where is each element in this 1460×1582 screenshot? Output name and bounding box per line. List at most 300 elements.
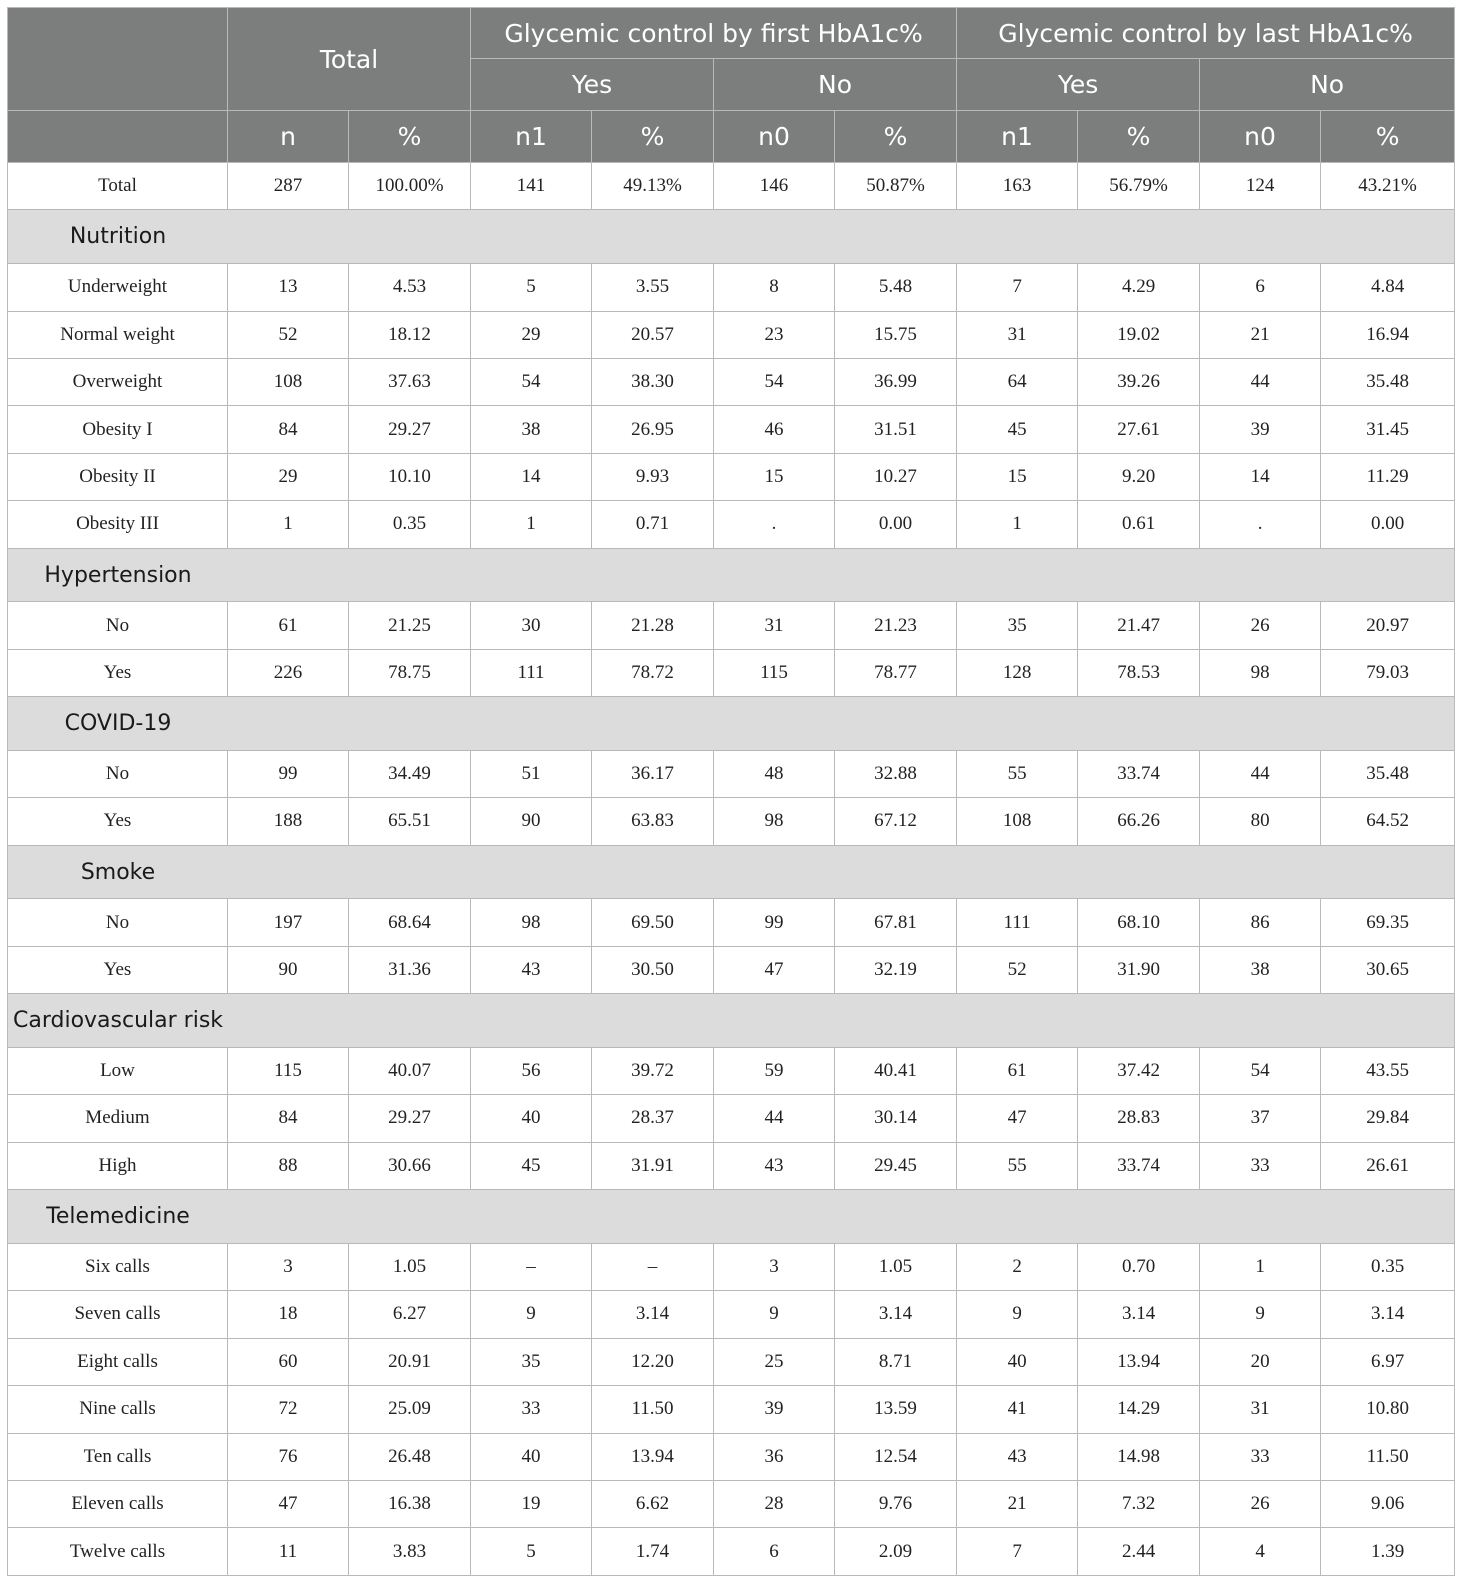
table-cell: 66.26 <box>1078 798 1200 845</box>
table-cell: 9 <box>1200 1291 1321 1338</box>
table-cell: 43.55 <box>1321 1047 1455 1094</box>
table-cell: 1 <box>957 501 1078 548</box>
table-cell: 10.27 <box>835 453 957 500</box>
table-cell: 18 <box>228 1291 349 1338</box>
table-cell: 9.06 <box>1321 1480 1455 1527</box>
table-cell: 84 <box>228 1095 349 1142</box>
table-cell: 44 <box>714 1095 835 1142</box>
table-cell: 14 <box>1200 453 1321 500</box>
table-cell: . <box>714 501 835 548</box>
table-cell: 98 <box>1200 649 1321 696</box>
table-cell: 37.63 <box>349 358 471 405</box>
table-cell: 9.20 <box>1078 453 1200 500</box>
header-last-no: No <box>1200 59 1455 111</box>
table-cell: 47 <box>228 1480 349 1527</box>
table-cell: 99 <box>228 750 349 797</box>
row-label: Medium <box>8 1095 228 1142</box>
table-cell: 1 <box>228 501 349 548</box>
table-cell: 11 <box>228 1528 349 1576</box>
header-corner <box>8 8 228 111</box>
table-cell: 30.50 <box>592 946 714 993</box>
table-cell: 111 <box>957 899 1078 946</box>
table-cell: 40 <box>471 1433 592 1480</box>
table-cell: 39.26 <box>1078 358 1200 405</box>
table-cell: 7 <box>957 264 1078 311</box>
table-cell: 9 <box>957 1291 1078 1338</box>
table-cell: 47 <box>714 946 835 993</box>
table-row <box>8 501 1455 548</box>
section-header <box>8 1190 1455 1244</box>
table-cell: 16.94 <box>1321 311 1455 358</box>
table-cell: 115 <box>228 1047 349 1094</box>
table-cell: – <box>592 1243 714 1290</box>
table-cell: 19.02 <box>1078 311 1200 358</box>
table-body <box>8 163 1455 1576</box>
table-cell: 26 <box>1200 1480 1321 1527</box>
table-cell: 43 <box>957 1433 1078 1480</box>
table-cell: 30.65 <box>1321 946 1455 993</box>
table-cell: 84 <box>228 406 349 453</box>
table-cell: 35 <box>957 602 1078 649</box>
table-cell: 29.27 <box>349 406 471 453</box>
table-row <box>8 1338 1455 1385</box>
data-table <box>7 7 1455 1576</box>
table-cell: 68.64 <box>349 899 471 946</box>
table-cell: 1.05 <box>835 1243 957 1290</box>
table-cell: 6.97 <box>1321 1338 1455 1385</box>
table-cell: 20.57 <box>592 311 714 358</box>
table-cell: 99 <box>714 899 835 946</box>
table-cell: 21.25 <box>349 602 471 649</box>
table-cell: 35.48 <box>1321 358 1455 405</box>
table-cell: 115 <box>714 649 835 696</box>
table-cell: 79.03 <box>1321 649 1455 696</box>
table-cell: 26.61 <box>1321 1142 1455 1189</box>
table-cell: 33 <box>471 1386 592 1433</box>
section-title: COVID-19 <box>64 711 172 736</box>
table-cell: 287 <box>228 163 349 210</box>
table-row <box>8 1142 1455 1189</box>
table-cell: 14.98 <box>1078 1433 1200 1480</box>
table-cell: 55 <box>957 1142 1078 1189</box>
row-label: Obesity I <box>8 406 228 453</box>
table-cell: 31 <box>957 311 1078 358</box>
section-header-row <box>8 210 1455 264</box>
table-row <box>8 358 1455 405</box>
table-cell: 15.75 <box>835 311 957 358</box>
table-cell: 4.84 <box>1321 264 1455 311</box>
table-cell: 13.94 <box>592 1433 714 1480</box>
table-cell: 36 <box>714 1433 835 1480</box>
table-cell: 21 <box>1200 311 1321 358</box>
table-cell: 1.39 <box>1321 1528 1455 1576</box>
table-cell: 44 <box>1200 750 1321 797</box>
table-cell: 86 <box>1200 899 1321 946</box>
table-cell: 20.91 <box>349 1338 471 1385</box>
table-row <box>8 649 1455 696</box>
table-cell: 141 <box>471 163 592 210</box>
table-cell: 0.35 <box>349 501 471 548</box>
table-cell: 6.62 <box>592 1480 714 1527</box>
table-cell: 46 <box>714 406 835 453</box>
table-cell: 11.29 <box>1321 453 1455 500</box>
table-cell: 36.99 <box>835 358 957 405</box>
table-cell: – <box>471 1243 592 1290</box>
row-label: Ten calls <box>8 1433 228 1480</box>
row-label: Low <box>8 1047 228 1094</box>
table-cell: 45 <box>957 406 1078 453</box>
table-cell: 31.45 <box>1321 406 1455 453</box>
table-cell: 29.84 <box>1321 1095 1455 1142</box>
table-row <box>8 264 1455 311</box>
table-cell: 28.37 <box>592 1095 714 1142</box>
table-cell: 3.14 <box>592 1291 714 1338</box>
table-cell: 68.10 <box>1078 899 1200 946</box>
table-cell: 4.53 <box>349 264 471 311</box>
table-cell: 5 <box>471 1528 592 1576</box>
table-cell: 23 <box>714 311 835 358</box>
table-cell: 43 <box>714 1142 835 1189</box>
table-cell: 9.76 <box>835 1480 957 1527</box>
row-label: Obesity III <box>8 501 228 548</box>
table-cell: 21 <box>957 1480 1078 1527</box>
header-n1: n1 <box>957 111 1078 163</box>
table-cell: 67.12 <box>835 798 957 845</box>
table-cell: 14 <box>471 453 592 500</box>
table-cell: 69.35 <box>1321 899 1455 946</box>
table-cell: 38 <box>1200 946 1321 993</box>
table-cell: 33.74 <box>1078 1142 1200 1189</box>
table-cell: 0.61 <box>1078 501 1200 548</box>
table-cell: 1 <box>471 501 592 548</box>
table-cell: 31 <box>1200 1386 1321 1433</box>
section-title: Nutrition <box>69 224 167 250</box>
section-header <box>8 210 1455 264</box>
section-header-row <box>8 548 1455 602</box>
table-cell: 60 <box>228 1338 349 1385</box>
table-cell: 43 <box>471 946 592 993</box>
table-cell: 72 <box>228 1386 349 1433</box>
table-cell: 35 <box>471 1338 592 1385</box>
table-row <box>8 1291 1455 1338</box>
table-cell: 13.59 <box>835 1386 957 1433</box>
table-cell: 25 <box>714 1338 835 1385</box>
table-cell: 5.48 <box>835 264 957 311</box>
table-cell: 4 <box>1200 1528 1321 1576</box>
table-cell: 163 <box>957 163 1078 210</box>
table-cell: 3.14 <box>1078 1291 1200 1338</box>
row-label: Overweight <box>8 358 228 405</box>
table-cell: 41 <box>957 1386 1078 1433</box>
table-cell: 3.14 <box>835 1291 957 1338</box>
table-cell: 43.21% <box>1321 163 1455 210</box>
header-pct: % <box>592 111 714 163</box>
table-cell: 39 <box>1200 406 1321 453</box>
section-header <box>8 845 1455 899</box>
table-cell: 19 <box>471 1480 592 1527</box>
table-cell: 0.71 <box>592 501 714 548</box>
table-cell: 40.07 <box>349 1047 471 1094</box>
table-cell: 3 <box>714 1243 835 1290</box>
table-row <box>8 1528 1455 1576</box>
table-cell: 6.27 <box>349 1291 471 1338</box>
table-cell: 47 <box>957 1095 1078 1142</box>
table-cell: 0.70 <box>1078 1243 1200 1290</box>
table-cell: 6 <box>714 1528 835 1576</box>
table-cell: 11.50 <box>1321 1433 1455 1480</box>
table-cell: 34.49 <box>349 750 471 797</box>
table-cell: 108 <box>957 798 1078 845</box>
table-cell: 11.50 <box>592 1386 714 1433</box>
table-row <box>8 163 1455 210</box>
table-cell: 10.80 <box>1321 1386 1455 1433</box>
header-n0: n0 <box>714 111 835 163</box>
header-pct: % <box>1078 111 1200 163</box>
table-cell: 3.14 <box>1321 1291 1455 1338</box>
table-cell: 78.75 <box>349 649 471 696</box>
row-label: No <box>8 602 228 649</box>
table-cell: 54 <box>471 358 592 405</box>
row-label: Nine calls <box>8 1386 228 1433</box>
row-label: Eleven calls <box>8 1480 228 1527</box>
table-row <box>8 899 1455 946</box>
table-cell: 63.83 <box>592 798 714 845</box>
row-label: Normal weight <box>8 311 228 358</box>
table-row <box>8 1480 1455 1527</box>
table-cell: 13.94 <box>1078 1338 1200 1385</box>
table-cell: 49.13% <box>592 163 714 210</box>
table-cell: 38 <box>471 406 592 453</box>
table-cell: 80 <box>1200 798 1321 845</box>
table-cell: 40 <box>957 1338 1078 1385</box>
table-cell: 3 <box>228 1243 349 1290</box>
table-cell: 27.61 <box>1078 406 1200 453</box>
table-cell: 50.87% <box>835 163 957 210</box>
table-cell: 88 <box>228 1142 349 1189</box>
table-row <box>8 602 1455 649</box>
table-cell: 29 <box>228 453 349 500</box>
table-cell: 31.36 <box>349 946 471 993</box>
table-cell: 108 <box>228 358 349 405</box>
table-cell: 54 <box>1200 1047 1321 1094</box>
table-row <box>8 1386 1455 1433</box>
table-row <box>8 1047 1455 1094</box>
table-cell: 3.83 <box>349 1528 471 1576</box>
table-cell: 37 <box>1200 1095 1321 1142</box>
header-last-yes: Yes <box>957 59 1200 111</box>
table-cell: 52 <box>228 311 349 358</box>
table-row <box>8 750 1455 797</box>
table-cell: 0.35 <box>1321 1243 1455 1290</box>
table-cell: 6 <box>1200 264 1321 311</box>
section-header <box>8 697 1455 751</box>
table-cell: 33 <box>1200 1142 1321 1189</box>
table-cell: 31.91 <box>592 1142 714 1189</box>
table-cell: 2.44 <box>1078 1528 1200 1576</box>
table-cell: 32.19 <box>835 946 957 993</box>
table-cell: 61 <box>957 1047 1078 1094</box>
header-n0: n0 <box>1200 111 1321 163</box>
table-cell: 100.00% <box>349 163 471 210</box>
table-cell: 38.30 <box>592 358 714 405</box>
row-label: Six calls <box>8 1243 228 1290</box>
section-title: Cardiovascular risk <box>12 1008 224 1033</box>
table-cell: 54 <box>714 358 835 405</box>
table-cell: . <box>1200 501 1321 548</box>
header-n: n <box>228 111 349 163</box>
table-row <box>8 1095 1455 1142</box>
table-cell: 48 <box>714 750 835 797</box>
table-cell: 32.88 <box>835 750 957 797</box>
table-header <box>8 8 1455 163</box>
table-cell: 26.95 <box>592 406 714 453</box>
table-cell: 1 <box>1200 1243 1321 1290</box>
table-cell: 0.00 <box>835 501 957 548</box>
table-cell: 13 <box>228 264 349 311</box>
table-cell: 8 <box>714 264 835 311</box>
table-cell: 40 <box>471 1095 592 1142</box>
table-cell: 14.29 <box>1078 1386 1200 1433</box>
table-cell: 67.81 <box>835 899 957 946</box>
section-header <box>8 548 1455 602</box>
table-cell: 28 <box>714 1480 835 1527</box>
table-cell: 1.74 <box>592 1528 714 1576</box>
section-header <box>8 994 1455 1048</box>
table-cell: 78.77 <box>835 649 957 696</box>
table-cell: 98 <box>471 899 592 946</box>
table-cell: 5 <box>471 264 592 311</box>
section-header-row <box>8 1190 1455 1244</box>
table-cell: 0.00 <box>1321 501 1455 548</box>
row-label: Eight calls <box>8 1338 228 1385</box>
table-cell: 90 <box>471 798 592 845</box>
table-cell: 44 <box>1200 358 1321 405</box>
table-cell: 51 <box>471 750 592 797</box>
table-cell: 37.42 <box>1078 1047 1200 1094</box>
table-cell: 29 <box>471 311 592 358</box>
table-cell: 76 <box>228 1433 349 1480</box>
row-label: Underweight <box>8 264 228 311</box>
table-cell: 31.51 <box>835 406 957 453</box>
table-cell: 31.90 <box>1078 946 1200 993</box>
header-n1: n1 <box>471 111 592 163</box>
table-cell: 59 <box>714 1047 835 1094</box>
section-header-row <box>8 697 1455 751</box>
section-title: Hypertension <box>44 562 192 588</box>
table-row <box>8 1433 1455 1480</box>
table-cell: 18.12 <box>349 311 471 358</box>
table-cell: 2 <box>957 1243 1078 1290</box>
table-cell: 25.09 <box>349 1386 471 1433</box>
table-cell: 26.48 <box>349 1433 471 1480</box>
header-total: Total <box>228 8 471 111</box>
table-cell: 188 <box>228 798 349 845</box>
table-cell: 9 <box>714 1291 835 1338</box>
table-cell: 35.48 <box>1321 750 1455 797</box>
header-pct: % <box>1321 111 1455 163</box>
table-cell: 1.05 <box>349 1243 471 1290</box>
header-pct: % <box>349 111 471 163</box>
row-label: Total <box>8 163 228 210</box>
table-cell: 30.66 <box>349 1142 471 1189</box>
table-row <box>8 311 1455 358</box>
table-cell: 29.45 <box>835 1142 957 1189</box>
row-label: Twelve calls <box>8 1528 228 1576</box>
section-title: Telemedicine <box>46 1203 190 1229</box>
table-cell: 124 <box>1200 163 1321 210</box>
table-cell: 226 <box>228 649 349 696</box>
header-last-hba1c: Glycemic control by last HbA1c% <box>957 8 1455 59</box>
table-cell: 90 <box>228 946 349 993</box>
table-row <box>8 946 1455 993</box>
table-cell: 2.09 <box>835 1528 957 1576</box>
row-label: Obesity II <box>8 453 228 500</box>
table-cell: 55 <box>957 750 1078 797</box>
table-cell: 4.29 <box>1078 264 1200 311</box>
row-label: High <box>8 1142 228 1189</box>
table-cell: 78.53 <box>1078 649 1200 696</box>
table-cell: 39.72 <box>592 1047 714 1094</box>
row-label: Yes <box>8 798 228 845</box>
table-cell: 15 <box>714 453 835 500</box>
table-cell: 128 <box>957 649 1078 696</box>
table-cell: 28.83 <box>1078 1095 1200 1142</box>
table-cell: 9.93 <box>592 453 714 500</box>
table-cell: 33.74 <box>1078 750 1200 797</box>
table-cell: 78.72 <box>592 649 714 696</box>
section-header-row <box>8 994 1455 1048</box>
header-pct: % <box>835 111 957 163</box>
table-cell: 21.23 <box>835 602 957 649</box>
header-first-yes: Yes <box>471 59 714 111</box>
table-cell: 45 <box>471 1142 592 1189</box>
row-label: Yes <box>8 946 228 993</box>
header-first-no: No <box>714 59 957 111</box>
table-cell: 10.10 <box>349 453 471 500</box>
table-cell: 3.55 <box>592 264 714 311</box>
table-cell: 36.17 <box>592 750 714 797</box>
table-cell: 21.28 <box>592 602 714 649</box>
row-label: Seven calls <box>8 1291 228 1338</box>
table-cell: 21.47 <box>1078 602 1200 649</box>
table-cell: 7 <box>957 1528 1078 1576</box>
table-cell: 15 <box>957 453 1078 500</box>
table-row <box>8 798 1455 845</box>
table-cell: 29.27 <box>349 1095 471 1142</box>
table-cell: 26 <box>1200 602 1321 649</box>
table-cell: 65.51 <box>349 798 471 845</box>
table-cell: 30 <box>471 602 592 649</box>
header-first-hba1c: Glycemic control by first HbA1c% <box>471 8 957 59</box>
table-cell: 12.54 <box>835 1433 957 1480</box>
row-label: No <box>8 899 228 946</box>
section-title: Smoke <box>80 859 156 885</box>
table-cell: 40.41 <box>835 1047 957 1094</box>
table-row <box>8 453 1455 500</box>
table-cell: 98 <box>714 798 835 845</box>
table-cell: 16.38 <box>349 1480 471 1527</box>
table-cell: 69.50 <box>592 899 714 946</box>
table-cell: 33 <box>1200 1433 1321 1480</box>
table-cell: 9 <box>471 1291 592 1338</box>
table-cell: 20 <box>1200 1338 1321 1385</box>
row-label: No <box>8 750 228 797</box>
table-cell: 12.20 <box>592 1338 714 1385</box>
table-cell: 30.14 <box>835 1095 957 1142</box>
header-blank <box>8 111 228 163</box>
table-cell: 111 <box>471 649 592 696</box>
table-cell: 39 <box>714 1386 835 1433</box>
